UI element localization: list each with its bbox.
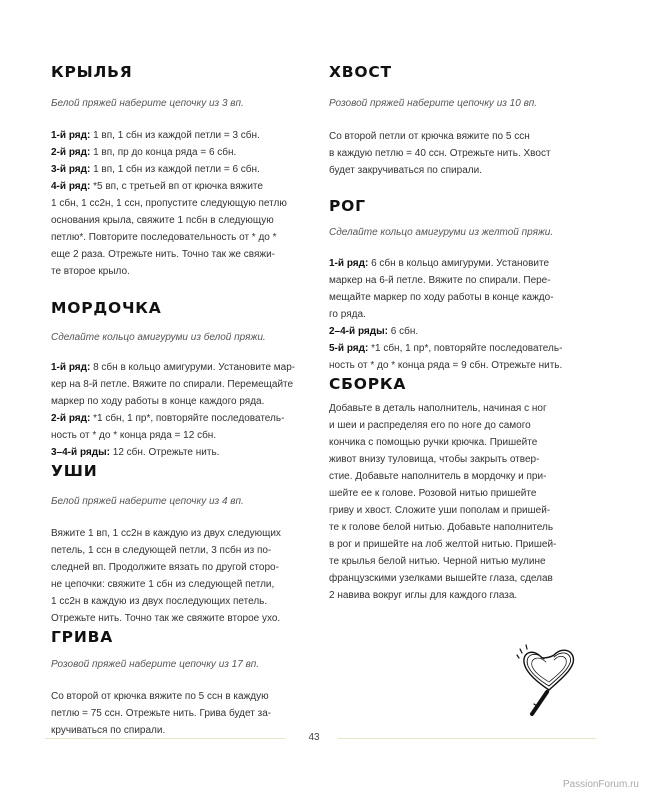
section-body [329, 400, 589, 604]
section-intro: Розовой пряжей наберите цепочку из 10 вп. [329, 98, 538, 109]
text-line: кер на 8-й петле. Вяжите по спирали. Перемещайте [51, 379, 294, 390]
text-line: и шеи и распределяя его по ноге до самого [329, 420, 531, 431]
section-wings [51, 62, 306, 298]
section-title: УШИ [51, 462, 98, 480]
text-line: ность от * до * конца ряда = 9 сбн. Отрежьте нить. [329, 360, 563, 371]
section-horn [329, 196, 589, 374]
text-line: кручиваться по спирали. [51, 725, 166, 736]
section-body [51, 127, 306, 280]
text-line: 5-й ряд: *1 сбн, 1 пр*, повторяйте последователь- [329, 343, 563, 354]
text-line: те к голове белой нитью. Добавьте наполнитель [329, 522, 554, 533]
text-line: ность от * до * конца ряда = 12 сбн. [51, 430, 217, 441]
footer-rule [338, 738, 596, 739]
text-line: не цепочки: свяжите 1 сбн из следующей петли, [51, 579, 275, 590]
text-line: следней вп. Продолжите вязать по другой сторо- [51, 562, 279, 573]
section-body [51, 359, 306, 461]
section-assembly [329, 374, 589, 604]
text-line: гриву и хвост. Сложите уши пополам и пришей- [329, 505, 551, 516]
text-line: стие. Добавьте наполнитель в мордочку и при- [329, 471, 547, 482]
text-line: 4-й ряд: *5 вп, с третьей вп от крючка вяжите [51, 181, 263, 192]
section-title: МОРДОЧКА [51, 299, 162, 317]
footer-rule [45, 738, 285, 739]
text-line: 1 сбн, 1 сс2н, 1 ссн, пропустите следующую петлю [51, 198, 287, 209]
page-number: 43 [308, 732, 320, 743]
section-intro: Белой пряжей наберите цепочку из 4 вп. [51, 496, 244, 507]
text-line: Со второй от крючка вяжите по 5 ссн в каждую [51, 691, 269, 702]
right-column [329, 62, 589, 604]
text-line: основания крыла, свяжите 1 псбн в следующую [51, 215, 274, 226]
section-ears [51, 461, 306, 627]
text-line: петлю = 75 ссн. Отрежьте нить. Грива будет за- [51, 708, 272, 719]
text-line: 1-й ряд: 8 сбн в кольцо амигуруми. Установите мар- [51, 362, 296, 373]
section-title: СБОРКА [329, 375, 407, 393]
watermark: PassionForum.ru [562, 779, 639, 790]
text-line: в каждую петлю = 40 ссн. Отрежьте нить. Хвост [329, 148, 551, 159]
section-title: ХВОСТ [329, 63, 392, 81]
text-line: французскими узелками вышейте глаза, сделав [329, 573, 553, 584]
section-title: КРЫЛЬЯ [51, 63, 133, 81]
text-line: Отрежьте нить. Точно так же свяжите второе ухо. [51, 613, 281, 624]
section-title: РОГ [329, 197, 366, 215]
text-line: 2-й ряд: 1 вп, пр до конца ряда = 6 сбн. [51, 147, 237, 158]
section-muzzle [51, 298, 306, 461]
text-line: шейте ее к голове. Розовой нитью пришейте [329, 488, 537, 499]
section-body [51, 688, 306, 739]
section-intro: Розовой пряжей наберите цепочку из 17 вп. [51, 659, 260, 670]
text-line: Со второй петли от крючка вяжите по 5 ссн [329, 131, 530, 142]
section-body [329, 128, 589, 179]
left-column [51, 62, 306, 739]
section-tail [329, 62, 589, 196]
section-intro: Сделайте кольцо амигуруми из белой пряжи. [51, 332, 266, 343]
text-line: петель, 1 ссн в следующей петли, 3 псбн из по- [51, 545, 272, 556]
text-line: кончика с помощью ручки крючка. Пришейте [329, 437, 538, 448]
text-line: еще 2 раза. Отрежьте нить. Точно так же свяжи- [51, 249, 275, 260]
text-line: 2 навива вокруг иглы для каждого глаза. [329, 590, 518, 601]
text-line: те крылья белой нитью. Черной нитью мулине [329, 556, 546, 567]
section-intro: Белой пряжей наберите цепочку из 3 вп. [51, 98, 244, 109]
section-intro: Сделайте кольцо амигуруми из желтой пряжи. [329, 227, 554, 238]
text-line: живот внизу туловища, чтобы закрыть отвер- [329, 454, 540, 465]
section-body [51, 525, 306, 627]
text-line: го ряда. [329, 309, 366, 320]
text-line: Добавьте в деталь наполнитель, начиная с ног [329, 403, 547, 414]
text-line: петлю*. Повторите последовательность от * до * [51, 232, 277, 243]
text-line: 1-й ряд: 6 сбн в кольцо амигуруми. Установите [329, 258, 550, 269]
text-line: маркер на 6-й петле. Вяжите по спирали. Пере- [329, 275, 551, 286]
text-line: 2–4-й ряды: 6 сбн. [329, 326, 419, 337]
text-line: 1-й ряд: 1 вп, 1 сбн из каждой петли = 3 сбн. [51, 130, 260, 141]
text-line: 2-й ряд: *1 сбн, 1 пр*, повторяйте последователь- [51, 413, 285, 424]
section-mane [51, 627, 306, 739]
text-line: Вяжите 1 вп, 1 сс2н в каждую из двух следующих [51, 528, 281, 539]
text-line: те второе крыло. [51, 266, 130, 277]
text-line: маркер по ходу работы в конце каждого ряда. [51, 396, 265, 407]
text-line: 3–4-й ряды: 12 сбн. Отрежьте нить. [51, 447, 220, 458]
heart-hand-mirror-icon [515, 636, 585, 720]
section-body [329, 255, 589, 374]
text-line: 3-й ряд: 1 вп, 1 сбн из каждой петли = 6 сбн. [51, 164, 260, 175]
text-line: в рог и пришейте на лоб желтой нитью. Пришей- [329, 539, 557, 550]
text-line: мещайте маркер по ходу работы в конце каждо- [329, 292, 554, 303]
text-line: 1 сс2н в каждую из двух последующих петель. [51, 596, 268, 607]
section-title: ГРИВА [51, 628, 114, 646]
text-line: будет закручиваться по спирали. [329, 165, 482, 176]
